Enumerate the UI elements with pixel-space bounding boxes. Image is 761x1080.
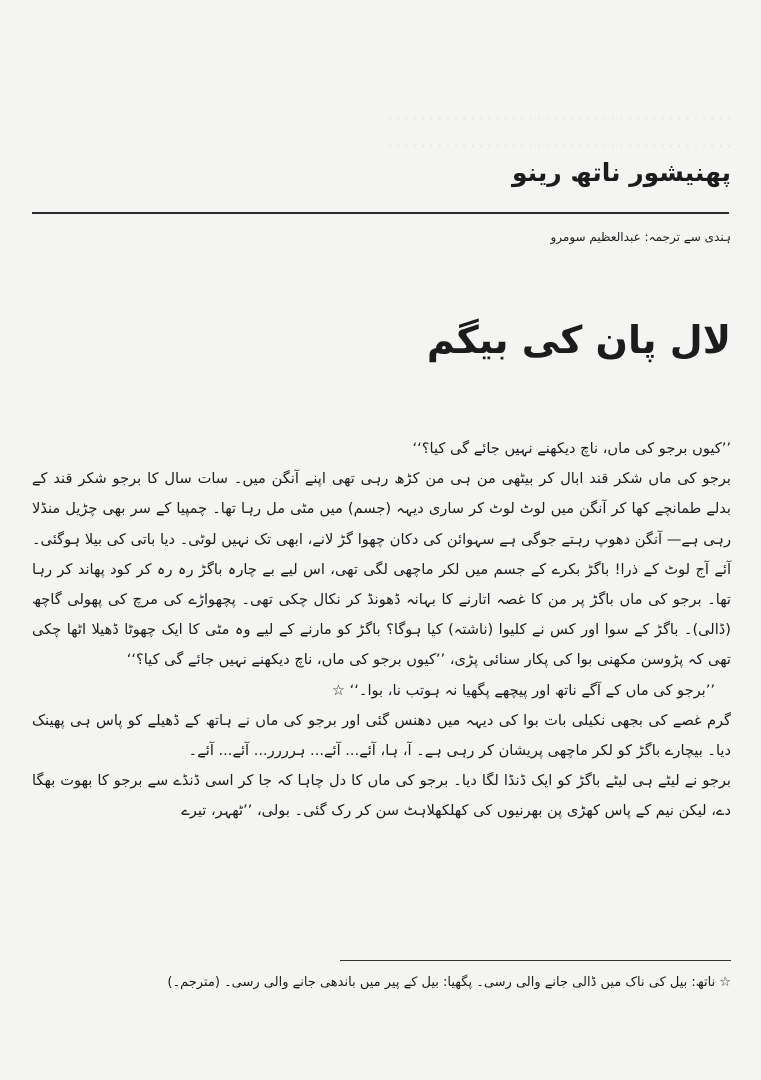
paragraph: برجو کی ماں شکر قند ابال کر بیٹھی من ہی من کڑھ رہی تھی اپنے آنگن میں۔ سات سال کا برجو شکر قند کے بدلے طمانچے کھا کر آنگن میں لوٹ لوٹ کر ساری دیہہ (جسم) میں مٹی مل رہا تھا۔ چمپیا کے سر بھی چڑیل منڈلا رہی ہے— آنگن دھوپ رہتے جوگی ہے سہوائن کی دکان چھوا گڑ لانے، ابھی تک نہیں لوٹی۔ دیا باتی کی بیلا ہوگئی۔ آئے آج لوٹ کے ذرا! باگڑ بکرے کے جسم میں لکر ماچھی لگی تھی، اس لیے بے چارہ باگڑ رہ رہ کر کود پھاند کر رہا تھا۔ برجو کی ماں باگڑ پر من کا غصہ اتارنے کا بہانہ ڈھونڈ کر نکال چکی تھی۔ پچھواڑے کی مرچ کی پھولی گاچھ (ڈالی)۔ باگڑ کے سوا اور کس نے کلیوا (ناشتہ) کیا ہوگا؟ باگڑ کو مارنے کے لیے وہ مٹی کا ایک چھوٹا ڈھیلا اٹھا چکی تھی کہ پڑوسن مکھنی بوا کی پکار سنائی پڑی، ’’کیوں برجو کی ماں، ناچ دیکھنے نہیں جائے گی کیا؟‘‘ xyxy=(32,470,731,669)
paragraph: ’’کیوں برجو کی ماں، ناچ دیکھنے نہیں جائے گی کیا؟‘‘ xyxy=(412,440,731,457)
paragraph: ’’برجو کی ماں کے آگے ناتھ اور پیچھے پگھیا نہ ہوتب نا، بوا۔‘‘ ☆ xyxy=(331,681,715,699)
footnote-rule xyxy=(340,960,731,961)
paragraph: گرم غصے کی بجھی نکیلی بات بوا کی دیہہ میں دھنس گئی اور برجو کی ماں نے ہاتھ کے ڈھیلے کو پاس ہی پھینک دیا۔ بیچارے باگڑ کو لکر ماچھی پریشان کر رہی ہے۔ آ، ہا، آئے... آئے... ہرررر... آئے... آئے۔ xyxy=(32,711,731,760)
footnote: ☆ ناتھ: بیل کی ناک میں ڈالی جانے والی رسی۔ پگھیا: بیل کے پیر میں باندھی جانے والی رسی۔ (مترجم۔) xyxy=(167,975,731,990)
story-title: لال پان کی بیگم xyxy=(426,318,731,362)
author-name: پھنیشور ناتھ رینو xyxy=(511,158,731,187)
header-rule xyxy=(32,212,729,214)
show-through-text: · · · · · · · · · · · · · · · · · · · · · · · · · · · · · · · · · · · · · · · · · · xyxy=(388,140,731,155)
paragraph: برجو نے لیٹے ہی لیٹے باگڑ کو ایک ڈنڈا لگا دیا۔ برجو کی ماں کا دل چاہا کہ جا کر اسی ڈنڈے سے برجو کا بھوت بھگا دے، لیکن نیم کے پاس کھڑی پن بھرنیوں کی کھلکھلاہٹ سن کر رک گئی۔ بولی، ’’ٹھہر، تیرے xyxy=(32,772,731,820)
translator-credit: ہندی سے ترجمہ: عبدالعظیم سومرو xyxy=(550,230,731,244)
show-through-text: · · · · · · · · · · · · · · · · · · · · · · · · · · · · · · · · · · · · · · · · · · xyxy=(388,112,731,127)
story-body xyxy=(32,434,731,827)
